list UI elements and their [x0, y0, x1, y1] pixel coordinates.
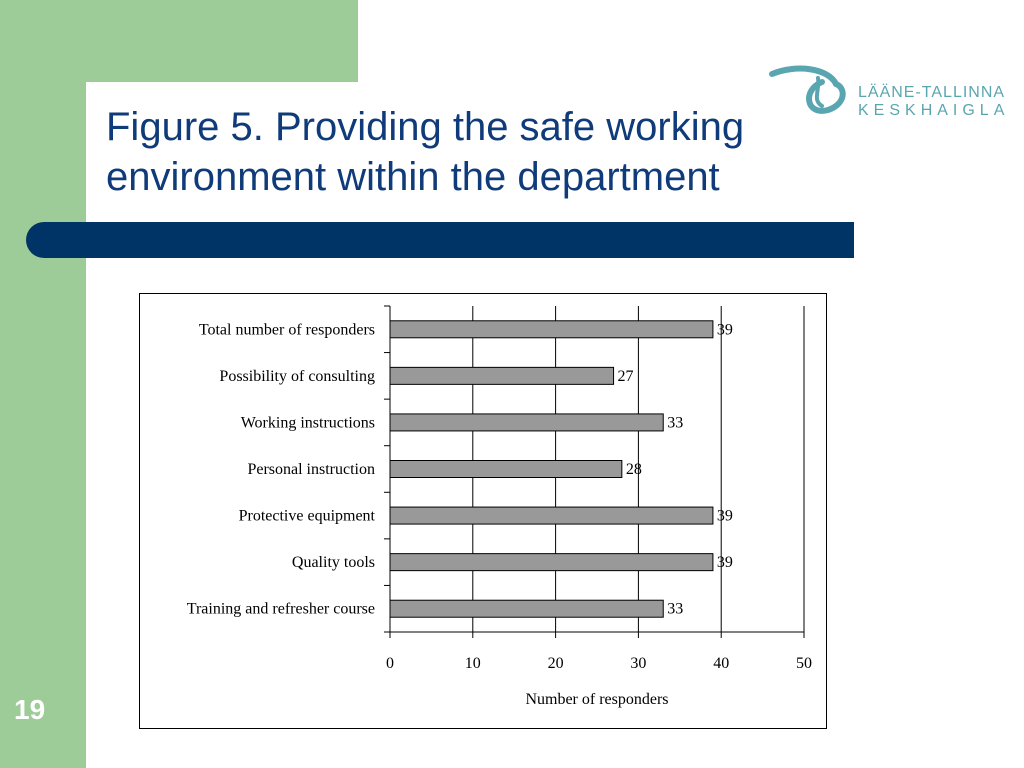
- bar-chart: [140, 294, 825, 727]
- chart-frame: [139, 293, 827, 729]
- category-label: Quality tools: [291, 554, 375, 572]
- bar: [390, 507, 713, 524]
- bar: [390, 554, 713, 571]
- category-label: Protective equipment: [238, 507, 375, 525]
- x-tick-label: 50: [796, 655, 812, 672]
- slide-title-line1: Figure 5. Providing the safe working: [106, 105, 745, 149]
- chart-bars: [390, 321, 713, 617]
- bar: [390, 367, 614, 384]
- x-tick-label: 20: [547, 655, 564, 672]
- bar: [390, 461, 622, 478]
- data-label: 27: [617, 367, 634, 385]
- category-label: Working instructions: [240, 414, 375, 432]
- logo-text-line1: LÄÄNE-TALLINNA: [858, 84, 1006, 101]
- x-tick-label: 30: [630, 655, 647, 672]
- x-tick-label: 40: [713, 655, 730, 672]
- bar: [390, 414, 663, 431]
- data-label: 28: [625, 461, 642, 478]
- bar: [390, 321, 713, 338]
- category-label: Possibility of consulting: [219, 367, 375, 385]
- x-tick-label: 10: [464, 655, 481, 672]
- data-label: 39: [716, 321, 733, 339]
- data-label: 33: [667, 600, 684, 618]
- category-label: Training and refresher course: [186, 600, 375, 618]
- title-underline-bar: [26, 222, 854, 258]
- x-tick-label: 0: [386, 655, 394, 672]
- x-axis-title: Number of responders: [525, 691, 669, 708]
- category-label: Total number of responders: [198, 321, 375, 339]
- top-green-band: [0, 0, 358, 82]
- data-label: 39: [716, 507, 733, 525]
- slide-title: [106, 102, 836, 202]
- logo-text-line2: KESKHAIGLA: [858, 102, 1010, 119]
- data-label: 33: [667, 414, 684, 432]
- bar: [390, 600, 663, 617]
- slide-number: 19: [14, 694, 46, 725]
- slide-title-line2: environment within the department: [106, 155, 720, 199]
- data-label: 39: [716, 554, 733, 572]
- left-green-band: [0, 0, 86, 768]
- category-label: Personal instruction: [247, 461, 375, 478]
